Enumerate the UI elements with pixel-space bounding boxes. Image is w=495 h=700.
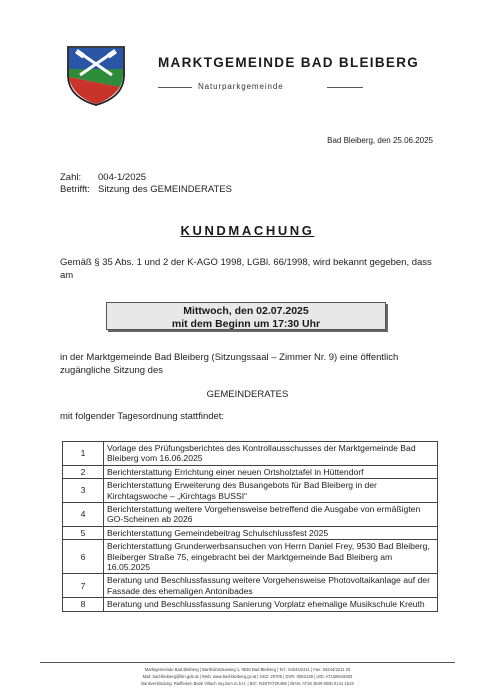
- agenda-number: 5: [63, 526, 104, 539]
- agenda-number: 3: [63, 479, 104, 503]
- agenda-item: Beratung und Beschlussfassung Sanierung Vorplatz ehemalige Musikschule Kreuth: [104, 598, 438, 611]
- agenda-item: Berichterstattung Gemeindebeitrag Schulschlussfest 2025: [104, 526, 438, 539]
- footer-bank: Bankverbindung: Raiffeisen Bank Villach reg.Gen.m.b.H. | BIC: RZKTAT2K496 | IBAN: AT26 3949 6000 0141 1519: [141, 681, 354, 686]
- subject-value: Sitzung des GEMEINDERATES: [98, 184, 232, 195]
- footer-contact: Mail: bad-bleiberg@ktn.gde.at | Web: www.bad-bleiberg.gv.at | GKZ: 20705 | DVR: 0083139 | UID: ATU20816003: [142, 674, 353, 679]
- footer-address: Marktgemeinde Bad Bleiberg | Bartholomäusweg 1, 9530 Bad Bleiberg | Tel.: 04244/2211 | Fax: 04244/2211 25: [144, 667, 351, 672]
- table-row: [63, 442, 438, 466]
- meeting-date-box: [106, 302, 386, 330]
- agenda-number: 7: [63, 574, 104, 598]
- table-row: [63, 465, 438, 478]
- subject-label: Betrifft:: [60, 184, 90, 195]
- reference-label: Zahl:: [60, 172, 82, 183]
- meeting-time: mit dem Beginn um 17:30 Uhr: [171, 317, 321, 330]
- agenda-item: Beratung und Beschlussfassung weitere Vorgehensweise Photovoltaikanlage auf der Fassade des ehemaligen Antonibades: [104, 574, 438, 598]
- subtitle-rule-right: [327, 87, 363, 88]
- agenda-item: Berichterstattung weitere Vorgehensweise betreffend die Ausgabe von ermäßigten GO-Scheinen ab 2026: [104, 503, 438, 527]
- organization-name: MARKTGEMEINDE BAD BLEIBERG: [158, 55, 420, 70]
- agenda-number: 8: [63, 598, 104, 611]
- table-row: [63, 479, 438, 503]
- table-row: [63, 598, 438, 611]
- council-name: GEMEINDERATES: [206, 389, 289, 400]
- agenda-item: Vorlage des Prüfungsberichtes des Kontrollausschusses der Marktgemeinde Bad Bleiberg vom 16.06.2025: [104, 442, 438, 466]
- agenda-item: Berichterstattung Grunderwerbsansuchen von Herrn Daniel Frey, 9530 Bad Bleiberg, Bleiberger Straße 75, eingebracht bei der Marktgemeinde Bad Bleiberg am 16.05.2025: [104, 540, 438, 574]
- agenda-number: 2: [63, 465, 104, 478]
- subject-row: [60, 184, 232, 195]
- footer-divider: [40, 662, 455, 663]
- reference-value: 004-1/2025: [98, 172, 147, 183]
- agenda-number: 4: [63, 503, 104, 527]
- agenda-item: Berichterstattung Errichtung einer neuen Ortsholztafel in Hüttendorf: [104, 465, 438, 478]
- agenda-item: Berichterstattung Erweiterung des Busangebots für Bad Bleiberg in der Kirchtagswoche – „Kirchtags BUSSI“: [104, 479, 438, 503]
- agenda-number: 6: [63, 540, 104, 574]
- agenda-table: [62, 441, 438, 612]
- agenda-intro: mit folgender Tagesordnung stattfindet:: [60, 411, 225, 422]
- table-row: [63, 503, 438, 527]
- organization-subtitle: Naturparkgemeinde: [198, 82, 284, 91]
- location-paragraph: in der Marktgemeinde Bad Bleiberg (Sitzungssaal – Zimmer Nr. 9) eine öffentlich zugängliche Sitzung des: [60, 352, 399, 376]
- subtitle-rule-left: [158, 87, 192, 88]
- coat-of-arms-icon: [66, 45, 126, 107]
- table-row: [63, 526, 438, 539]
- agenda-number: 1: [63, 442, 104, 466]
- document-title: KUNDMACHUNG: [180, 223, 315, 238]
- intro-paragraph: Gemäß § 35 Abs. 1 und 2 der K-AGO 1998, LGBl. 66/1998, wird bekannt gegeben, dass am: [60, 257, 432, 281]
- document-date: Bad Bleiberg, den 25.06.2025: [327, 136, 433, 145]
- table-row: [63, 574, 438, 598]
- reference-number-row: [60, 172, 146, 183]
- table-row: [63, 540, 438, 574]
- meeting-date: Mittwoch, den 02.07.2025: [183, 305, 309, 317]
